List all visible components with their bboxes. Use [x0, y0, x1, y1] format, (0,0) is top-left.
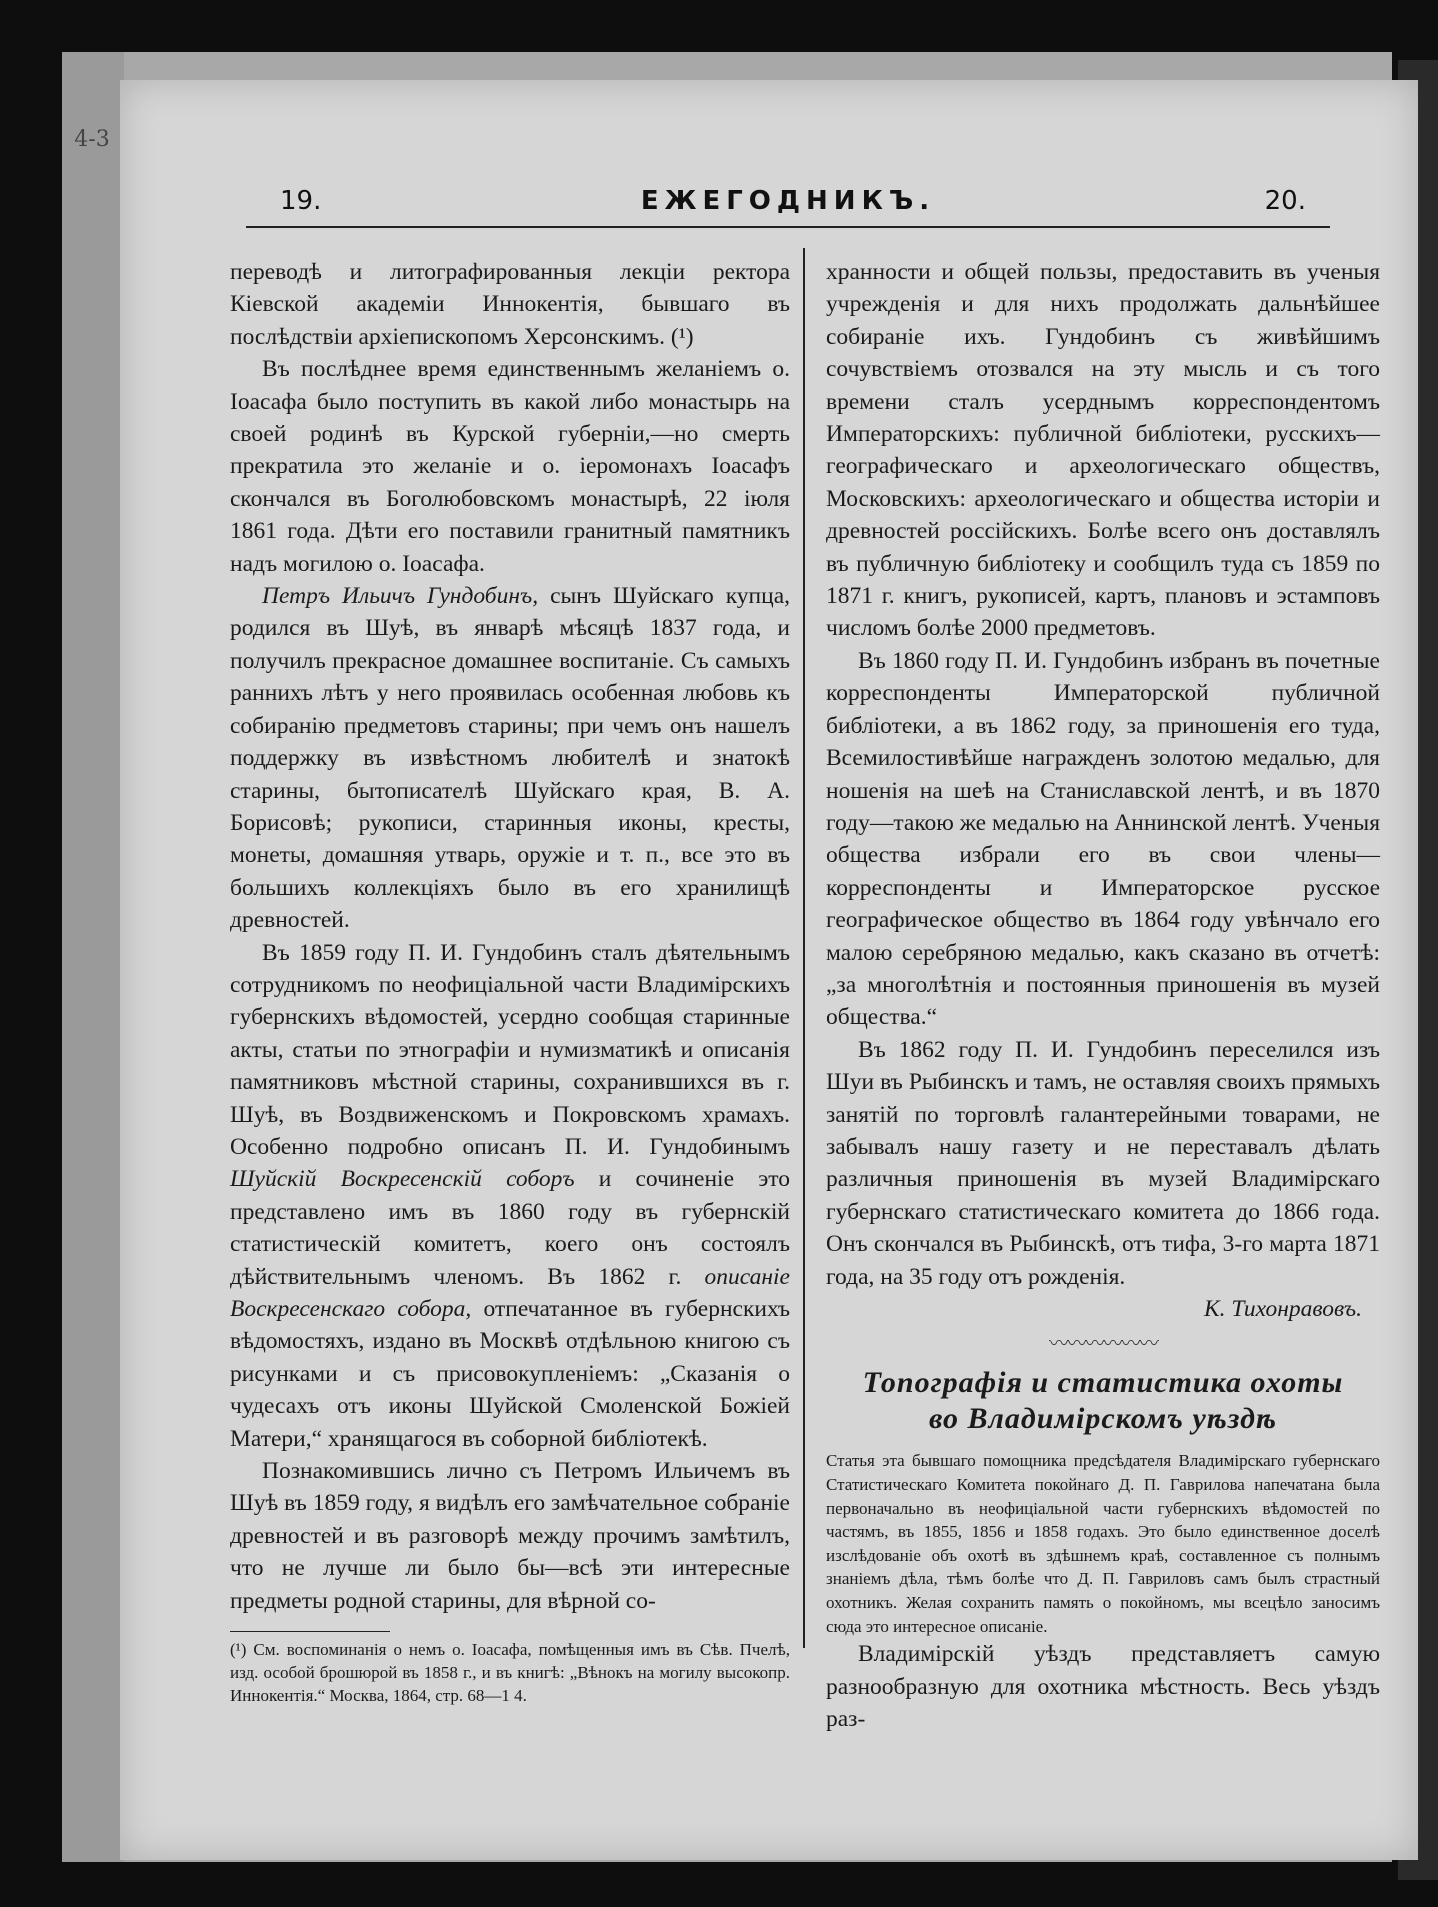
person-name: Петръ Ильичъ Гундобинъ, [262, 583, 539, 610]
section-intro: Статья эта бывшаго помощника предсѣдателя Владимірскаго губернскаго Статистическаго Комитета покойнаго Д. П. Гаврилова напечатана была первоначально въ неофиціальной части губернскихъ вѣдомостей по частямъ, въ 1855, 1856 и 1858 годахъ. Это было единственное доселѣ изслѣдованіе объ охотѣ въ здѣшнемъ краѣ, составленное съ полнымъ знаніемъ дѣла, тѣмъ болѣе что Д. П. Гавриловъ самъ былъ страстный охотникъ. Желая сохранить память о покойномъ, мы всецѣло заносимъ сюда это интересное описаніе. [826, 1451, 1380, 1636]
right-paragraph-4: Владимірскій уѣздъ представляетъ самую разнообразную для охотника мѣстность. Весь уѣздъ раз- [826, 1641, 1380, 1732]
right-paragraph-3: Въ 1862 году П. И. Гундобинъ переселился изъ Шуи въ Рыбинскъ и тамъ, не оставляя своихъ прямыхъ занятій по торговлѣ галантерейными товарами, не забывалъ нашу газету и не переставалъ дѣлать различныя приношенія въ музей Владимірскаго губернскаго статистическаго комитета до 1866 года. Онъ скончался въ Рыбинскѣ, отъ тифа, 3-го марта 1871 года, на 35 году отъ рожденія. [826, 1036, 1380, 1290]
left-paragraph-4c: и сочиненіе это представлено имъ въ 1860 году въ губернскій статистическій комитетъ, коего онъ состоялъ дѣйствительнымъ членомъ. Въ 1862 г. [230, 1166, 790, 1290]
right-column [826, 256, 1380, 1735]
cathedral-description-title: описаніе Воскресенскаго собора, [230, 1263, 790, 1322]
left-paragraph-4a: Въ 1859 году П. И. Гундобинъ сталъ дѣятельнымъ сотрудникомъ по неофиціальной части Владимірскихъ губернскихъ вѣдомостей, усердно сообщая старинные акты, статьи по этнографіи и нумизматикѣ и описанія памятниковъ мѣстной старины, сохранившихся въ г. Шуѣ, въ Воздвиженскомъ и Покровскомъ храмахъ. Особенно подробно описанъ П. И. Гундобинымъ [230, 939, 790, 1160]
margin-mark: 4-3 [74, 127, 110, 152]
section-title-line-2: во Владимірскомъ уѣздѣ [929, 1402, 1277, 1436]
left-paragraph-4e: отпечатанное въ губернскихъ вѣдомостяхъ, издано въ Москвѣ отдѣльною книгою съ рисунками и съ присовокупленіемъ: „Сказанія о чудесахъ отъ иконы Шуйской Смоленской Божіей Матери,“ хранящагося въ соборной библіотекѣ. [230, 1296, 790, 1452]
cathedral-name: Шуйскій Воскресенскій соборъ [230, 1166, 575, 1193]
section-title [826, 1365, 1380, 1437]
footnote-rule [230, 1631, 390, 1632]
page-number-right: 20. [1264, 186, 1306, 216]
left-paragraph-3-text: сынъ Шуйскаго купца, родился въ Шуѣ, въ январѣ мѣсяцѣ 1837 года, и получилъ прекрасное домашнее воспитаніе. Съ самыхъ раннихъ лѣтъ у него проявилась особенная любовь къ собиранію предметовъ старины; при чемъ онъ нашелъ поддержку въ извѣстномъ любителѣ и знатокѣ старины, бытописателѣ Шуйскаго края, В. А. Борисовѣ; рукописи, старинныя иконы, кресты, монеты, домашняя утварь, оружіе и т. п., все это въ большихъ коллекціяхъ было въ его хранилищѣ древностей. [230, 583, 790, 934]
section-title-line-1: Топографія и статистика охоты [862, 1366, 1344, 1400]
left-column [230, 256, 790, 1707]
page-header [246, 178, 1330, 228]
running-head-title: ЕЖЕГОДНИКЪ. [640, 186, 936, 216]
right-paragraph-1: хранности и общей пользы, предоставить въ ученыя учрежденія и для нихъ продолжать дальнѣйшее собираніе ихъ. Гундобинъ съ живѣйшимъ сочувствіемъ отозвался на эту мысль и съ того времени сталъ усерднымъ корреспондентомъ Императорскихъ: публичной библіотеки, русскихъ—географическаго и археологическаго обществъ, Московскихъ: археологическаго и общества исторіи и древностей россійскихъ. Болѣе всего онъ доставлялъ въ публичную библіотеку и сообщилъ туда съ 1859 по 1871 г. книгъ, рукописей, картъ, плановъ и эстамповъ числомъ болѣе 2000 предметовъ. [826, 259, 1380, 642]
left-paragraph-5: Познакомившись лично съ Петромъ Ильичемъ въ Шуѣ въ 1859 году, я видѣлъ его замѣчательное собраніе древностей и въ разговорѣ между прочимъ замѣтилъ, что не лучше ли было бы—всѣ эти интересные предметы родной старины, для вѣрной со- [230, 1458, 790, 1614]
column-divider [803, 248, 805, 1648]
left-paragraph-1: переводѣ и литографированныя лекціи ректора Кіевской академіи Иннокентія, бывшаго въ послѣдствіи архіепископомъ Херсонскимъ. (¹) [230, 259, 790, 350]
author-signature: К. Тихонравовъ. [1204, 1296, 1362, 1322]
left-paragraph-4 [230, 937, 790, 1456]
page-number-left: 19. [280, 186, 322, 216]
left-paragraph-3 [230, 580, 790, 936]
ornament-divider: 〰〰〰〰〰〰 [1049, 1333, 1157, 1356]
footnote: (¹) См. воспоминанія о немъ о. Іоасафа, помѣщенныя имъ въ Сѣв. Пчелѣ, изд. особой брошюрой въ 1858 г., и въ книгѣ: „Вѣнокъ на могилу высокопр. Иннокентія.“ Москва, 1864, стр. 68—1 4. [230, 1640, 790, 1706]
right-paragraph-2: Въ 1860 году П. И. Гундобинъ избранъ въ почетные корреспонденты Императорской публичной библіотеки, а въ 1862 году, за приношенія его туда, Всемилостивѣйше награжденъ золотою медалью, для ношенія на шеѣ на Станиславской лентѣ, и въ 1870 году—такою же медалью на Аннинской лентѣ. Ученыя общества избрали его въ свои члены—корреспонденты и Императорское русское географическое общество въ 1864 году увѣнчало его малою серебряною медалью, какъ сказано въ отчетѣ: „за многолѣтнія и постоянныя приношенія въ музей общества.“ [826, 647, 1381, 1031]
left-binding-strip [62, 52, 124, 1862]
left-paragraph-2: Въ послѣднее время единственнымъ желаніемъ о. Іоасафа было поступить въ какой либо монастырь на своей родинѣ въ Курской губерніи,—но смерть прекратила это желаніе и о. іеромонахъ Іоасафъ скончался въ Боголюбовскомъ монастырѣ, 22 іюля 1861 года. Дѣти его поставили гранитный памятникъ надъ могилою о. Іоасафа. [230, 356, 790, 577]
